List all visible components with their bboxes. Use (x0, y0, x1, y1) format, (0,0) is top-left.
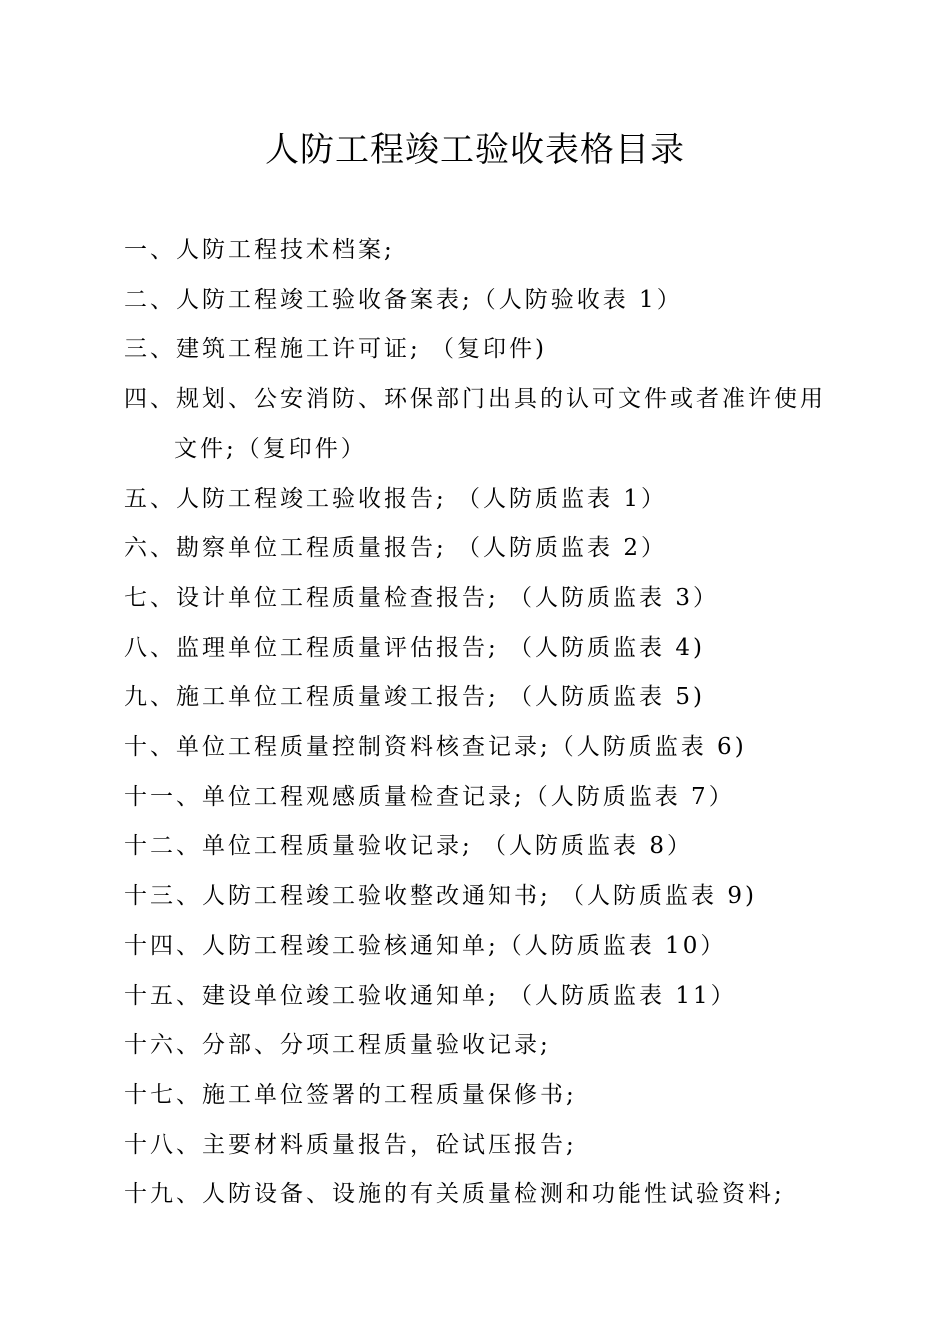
list-item-text: 十三、人防工程竣工验收整改通知书; （人防质监表 9) (124, 883, 757, 910)
list-item (124, 1071, 844, 1121)
list-item (124, 276, 844, 326)
list-item-text: 十一、单位工程观感质量检查记录;（人防质监表 7） (124, 783, 735, 810)
list-item-text: 六、勘察单位工程质量报告; （人防质监表 2） (124, 535, 668, 562)
list-item (124, 375, 844, 474)
list-item-continuation: 文件;（复印件） (174, 435, 367, 462)
list-item (124, 624, 844, 674)
list-item (124, 524, 844, 574)
list-item-text: 八、监理单位工程质量评估报告; （人防质监表 4) (124, 634, 705, 661)
list-item-text: 九、施工单位工程质量竣工报告; （人防质监表 5) (124, 684, 705, 711)
list-item-text: 十二、单位工程质量验收记录; （人防质监表 8） (124, 833, 694, 860)
list-item (124, 723, 844, 773)
list-item-text: 十七、施工单位签署的工程质量保修书; (124, 1081, 577, 1108)
list-item-text: 七、设计单位工程质量检查报告; （人防质监表 3） (124, 584, 720, 611)
list-item-text: 十五、建设单位竣工验收通知单; （人防质监表 11） (124, 982, 737, 1009)
list-item (124, 922, 844, 972)
table-of-contents (124, 226, 844, 1220)
list-item (124, 226, 844, 276)
list-item-text: 三、建筑工程施工许可证; （复印件) (124, 336, 548, 363)
list-item-text: 一、人防工程技术档案; (124, 237, 395, 263)
list-item-text: 五、人防工程竣工验收报告; （人防质监表 1） (124, 485, 668, 512)
list-item (124, 1021, 844, 1071)
list-item (124, 773, 844, 823)
list-item (124, 872, 844, 922)
list-item-text: 十八、主要材料质量报告，砼试压报告; (124, 1131, 577, 1158)
page-title: 人防工程竣工验收表格目录 (265, 130, 685, 170)
list-item (124, 325, 844, 375)
list-item (124, 475, 844, 525)
list-item-text: 十四、人防工程竣工验核通知单;（人防质监表 10） (124, 932, 727, 959)
list-item-text: 四、规划、公安消防、环保部门出具的认可文件或者准许使用 (124, 386, 826, 413)
list-item (124, 1170, 844, 1220)
list-item-text: 十六、分部、分项工程质量验收记录; (124, 1032, 551, 1059)
list-item-text: 二、人防工程竣工验收备案表;（人防验收表 1） (124, 286, 683, 313)
list-item (124, 972, 844, 1022)
list-item-text: 十、单位工程质量控制资料核查记录;（人防质监表 6) (124, 734, 747, 761)
list-item (124, 673, 844, 723)
list-item-text: 十九、人防设备、设施的有关质量检测和功能性试验资料; (124, 1181, 785, 1208)
list-item (124, 822, 844, 872)
list-item (124, 1121, 844, 1171)
list-item (124, 574, 844, 624)
